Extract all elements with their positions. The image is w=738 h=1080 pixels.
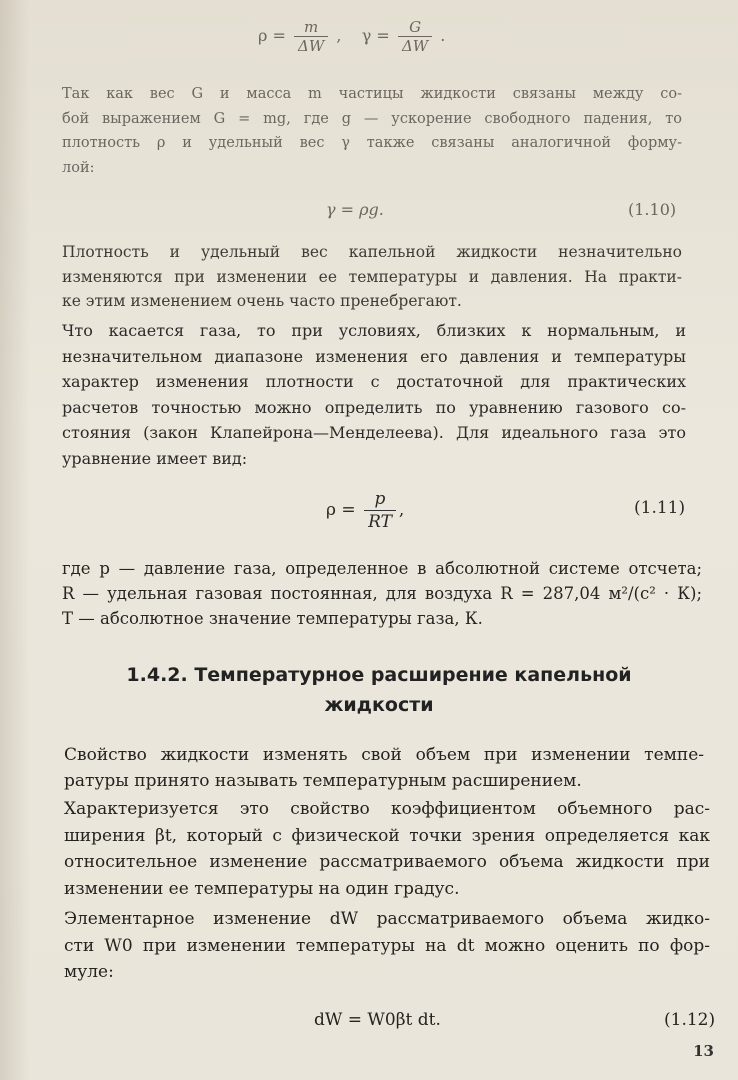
section-heading xyxy=(64,660,694,720)
text-line: где p — давление газа, определенное в абсолютной системе отсчета; xyxy=(62,559,702,578)
equation-1-12: dW = W0βt dt. xyxy=(314,1010,441,1030)
equation-1-11 xyxy=(326,488,404,533)
text-line: лой: xyxy=(62,159,95,176)
text-line: Так как вес G и масса m частицы жидкости связаны между со- xyxy=(62,86,682,102)
text-line: характер изменения плотности с достаточной для практических xyxy=(62,372,686,391)
paragraph-7 xyxy=(64,906,710,986)
gamma-denominator: ΔW xyxy=(398,36,432,55)
eq111-fraction xyxy=(364,488,396,533)
text-line: ширения βt, который с физической точки зрения определяется как xyxy=(64,825,710,846)
page-number: 13 xyxy=(693,1042,714,1060)
text-line: ратуры принято называть температурным расширением. xyxy=(64,771,582,791)
text-line: относительное изменение рассматриваемого объема жидкости при xyxy=(64,852,710,872)
gamma-numerator: G xyxy=(409,18,422,36)
text-line: изменении ее температуры на один градус. xyxy=(64,878,460,899)
eq111-numerator: p xyxy=(374,489,386,509)
text-line: R — удельная газовая постоянная, для воздуха R = 287,04 м²/(с² · К); xyxy=(62,584,702,603)
text-line: Элементарное изменение dW рассматриваемого объема жидко- xyxy=(64,909,710,929)
rho-denominator: ΔW xyxy=(294,36,328,55)
eq111-comma: , xyxy=(398,500,405,520)
equation-number-1-10: (1.10) xyxy=(628,200,677,219)
paragraph-6 xyxy=(64,796,710,902)
gamma-lhs: γ = xyxy=(361,26,390,45)
paragraph-2 xyxy=(62,240,682,314)
equation-1-10: γ = ρg. xyxy=(326,200,384,219)
text-line: изменяются при изменении ее температуры и давления. На практи- xyxy=(62,267,682,286)
rho-fraction xyxy=(294,18,328,55)
text-line: Характеризуется это свойство коэффициентом объемного рас- xyxy=(64,799,710,819)
text-line: стояния (закон Клапейрона—Менделеева). Для идеального газа это xyxy=(62,423,686,442)
heading-line-1: 1.4.2. Температурное расширение капельной xyxy=(126,664,632,686)
text-line: муле: xyxy=(64,962,114,982)
equation-number-1-12: (1.12) xyxy=(664,1010,716,1030)
paragraph-4 xyxy=(62,556,702,631)
gamma-fraction xyxy=(398,18,432,55)
rho-numerator: m xyxy=(304,18,319,36)
text-line: уравнение имеет вид: xyxy=(62,448,248,468)
paragraph-5 xyxy=(64,742,704,794)
heading-line-2: жидкости xyxy=(324,694,434,716)
paragraph-3 xyxy=(62,318,686,471)
text-line: бой выражением G = mg, где g — ускорение свободного падения, то xyxy=(62,110,682,127)
text-line: расчетов точностью можно определить по уравнению газового со- xyxy=(62,397,686,417)
eq111-denominator: RT xyxy=(364,510,396,533)
equation-number-1-11: (1.11) xyxy=(634,498,686,518)
text-line: Свойство жидкости изменять свой объем при изменении темпе- xyxy=(64,745,704,765)
eq111-lhs: ρ = xyxy=(326,500,356,520)
text-line: Плотность и удельный вес капельной жидкости незначительно xyxy=(62,243,682,261)
page-shadow xyxy=(0,0,30,1080)
rho-lhs: ρ = xyxy=(258,26,286,45)
text-line: T — абсолютное значение температуры газа, К. xyxy=(62,609,483,628)
text-line: сти W0 при изменении температуры на dt можно оценить по фор- xyxy=(64,935,710,956)
text-line: плотность ρ и удельный вес γ также связаны аналогичной форму- xyxy=(62,135,682,151)
paragraph-1 xyxy=(62,82,682,180)
text-line: ке этим изменением очень часто пренебрегают. xyxy=(62,292,462,310)
top-formula: ρ = $\frac{m}{\Delta W}$ , γ = $\frac{G}{\Delta W}$ . xyxy=(258,18,446,55)
text-line: незначительном диапазоне изменения его давления и температуры xyxy=(62,346,686,366)
text-line: Что касается газа, то при условиях, близких к нормальным, и xyxy=(62,321,686,340)
